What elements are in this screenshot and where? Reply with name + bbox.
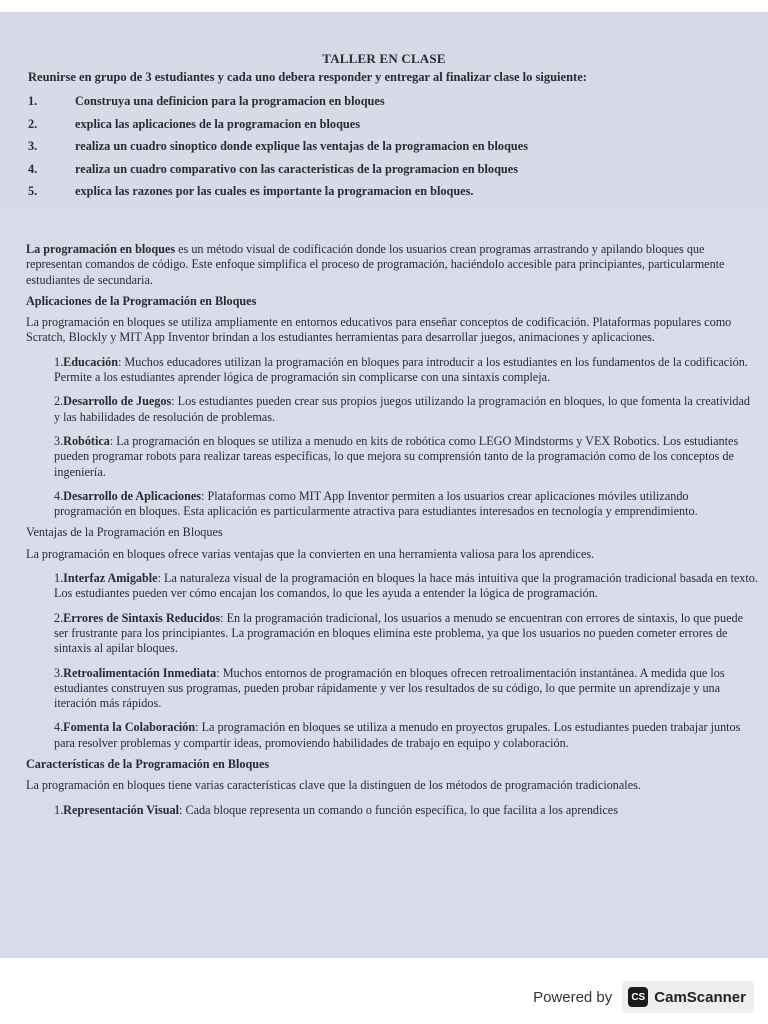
item-text: : Muchos educadores utilizan la programación en bloques para introducir a los estudiantes en los fundamentos de la codificación. Permite a los estudiantes aprender lógica de programación sin complicarse con una sintaxis compleja. — [54, 354, 748, 385]
application-item — [54, 355, 758, 386]
item-number: 3. — [54, 433, 64, 448]
item-number: 2. — [54, 394, 64, 409]
item-title: Desarrollo de Juegos — [63, 394, 172, 409]
task-text: Construya una definicion para la programacion en bloques — [75, 94, 385, 108]
camscanner-badge — [622, 981, 754, 1013]
advantages-intro: La programación en bloques ofrece varias ventajas que la convierten en una herramienta valiosa para los aprendices. — [26, 546, 595, 561]
applications-heading: Aplicaciones de la Programación en Bloques — [26, 293, 257, 308]
task-number: 5. — [28, 184, 38, 198]
camscanner-brand: CamScanner — [654, 988, 746, 1006]
scanned-page — [0, 12, 768, 958]
task-number: 2. — [28, 116, 38, 131]
item-title: Interfaz Amigable — [63, 571, 158, 586]
application-item — [54, 394, 758, 425]
document-body — [26, 242, 758, 818]
task-text: realiza un cuadro comparativo con las caracteristicas de la programacion en bloques — [75, 161, 518, 176]
advantage-item — [54, 720, 758, 751]
task-text: realiza un cuadro sinoptico donde explique las ventajas de la programacion en bloques — [75, 139, 528, 153]
item-title: Desarrollo de Aplicaciones — [63, 488, 202, 503]
item-number: 1. — [54, 354, 64, 369]
camscanner-logo-icon: CS — [628, 987, 648, 1007]
document-title: TALLER EN CLASE — [322, 51, 446, 66]
item-text: : La programación en bloques se utiliza a menudo en kits de robótica como LEGO Mindstorms y VEX Robotics. Los estudiantes pueden programar robots para realizar tareas específicas, lo que mejora su comprensión tanto de la programación como de los conceptos de ingeniería. — [54, 433, 739, 479]
task-number: 3. — [28, 139, 38, 153]
task-item — [28, 162, 748, 185]
item-title: Educación — [63, 354, 118, 369]
task-text: explica las razones por las cuales es importante la programacion en bloques. — [75, 184, 474, 198]
item-number: 1. — [54, 571, 64, 586]
advantage-item — [54, 571, 758, 602]
advantages-heading: Ventajas de la Programación en Bloques — [26, 525, 223, 540]
task-item — [28, 117, 748, 140]
applications-intro: La programación en bloques se utiliza ampliamente en entornos educativos para enseñar conceptos de codificación. Plataformas populares como Scratch, Blockly y MIT App Inventor brindan a los estudiantes herramientas para desarrollar juegos, animaciones y aplicaciones. — [26, 315, 732, 345]
application-item — [54, 489, 758, 520]
task-item — [28, 184, 748, 207]
task-number: 1. — [28, 94, 38, 108]
item-number: 4. — [54, 720, 64, 735]
definition-paragraph — [26, 242, 758, 288]
application-item — [54, 434, 758, 480]
definition-text: es un método visual de codificación donde los usuarios crean programas arrastrando y apilando bloques que representan comandos de código. Este enfoque simplifica el proceso de programación, haciéndolo accesible para principiantes, particularmente estudiantes de secundaria. — [26, 242, 725, 287]
item-title: Robótica — [63, 433, 110, 448]
task-text: explica las aplicaciones de la programacion en bloques — [75, 116, 361, 131]
item-title: Errores de Sintaxis Reducidos — [63, 610, 221, 625]
task-item — [28, 94, 748, 117]
characteristics-intro: La programación en bloques tiene varias características clave que la distinguen de los métodos de programación tradicionales. — [26, 778, 641, 793]
item-title: Representación Visual — [63, 802, 180, 817]
instructions-intro: Reunirse en grupo de 3 estudiantes y cada uno debera responder y entregar al finalizar clase lo siguiente: — [28, 70, 587, 84]
task-number: 4. — [28, 161, 38, 176]
item-number: 3. — [54, 665, 64, 680]
item-number: 4. — [54, 488, 64, 503]
item-text: : Cada bloque representa un comando o función específica, lo que facilita a los aprendices — [179, 802, 618, 817]
item-number: 1. — [54, 802, 64, 817]
advantage-item — [54, 666, 758, 712]
item-text: : Muchos entornos de programación en bloques ofrecen retroalimentación instantánea. A medida que los estudiantes construyen sus programas, pueden probar rápidamente y ver los resultados de su código, lo que permite un aprendizaje y una iteración más rápidos. — [54, 665, 725, 711]
item-number: 2. — [54, 610, 64, 625]
advantage-item — [54, 611, 758, 657]
item-text: : Plataformas como MIT App Inventor permiten a los usuarios crear aplicaciones móviles utilizando programación en bloques. Esta aplicación es particularmente atractiva para estudiantes interesados en tecnología y emprendimiento. — [54, 488, 698, 519]
powered-by-label: Powered by — [533, 988, 613, 1006]
item-title: Retroalimentación Inmediata — [63, 665, 217, 680]
task-item — [28, 139, 748, 162]
item-title: Fomenta la Colaboración — [63, 720, 196, 735]
characteristic-item — [54, 803, 758, 818]
item-text: : La naturaleza visual de la programación en bloques la hace más intuitiva que la programación tradicional basada en texto. Los estudiantes pueden ver cómo encajan los comandos, lo que les ayuda a entender la lógica de programación. — [54, 571, 758, 601]
camscanner-watermark — [533, 980, 754, 1014]
definition-term: La programación en bloques — [26, 242, 176, 256]
item-text: : En la programación tradicional, los usuarios a menudo se encuentran con errores de sintaxis, lo que puede ser frustrante para los principiantes. La programación en bloques elimina este problema, ya que los usuarios no pueden cometer errores de sintaxis al apilar bloques. — [54, 610, 744, 656]
characteristics-heading: Características de la Programación en Bloques — [26, 757, 270, 772]
item-text: : La programación en bloques se utiliza a menudo en proyectos grupales. Los estudiantes pueden trabajar juntos para resolver problemas y compartir ideas, promoviendo habilidades de trabajo en equipo y colaboración. — [54, 720, 741, 750]
task-list — [28, 94, 748, 207]
item-text: : Los estudiantes pueden crear sus propios juegos utilizando la programación en bloques, lo que fomenta la creatividad y las habilidades de resolución de problemas. — [54, 394, 750, 424]
